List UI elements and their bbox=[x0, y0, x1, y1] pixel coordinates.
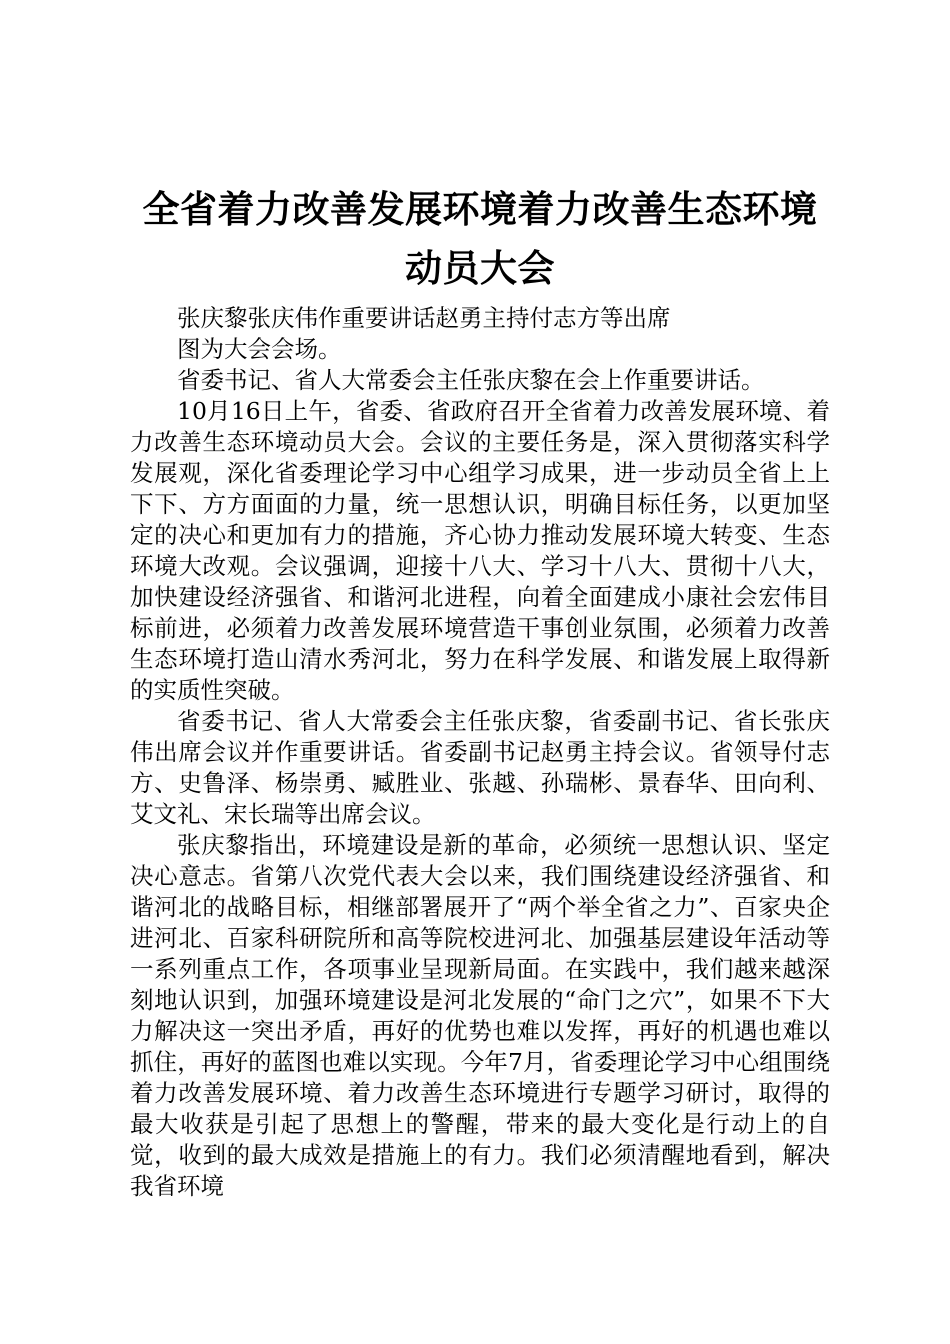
document-body bbox=[130, 303, 830, 1202]
document-title: 全省着力改善发展环境着力改善生态环境动员大会 bbox=[142, 188, 818, 290]
photo-caption-venue: 图为大会会场。 bbox=[177, 335, 342, 363]
document-page bbox=[130, 180, 830, 1202]
body-paragraph: 省委书记、省人大常委会主任张庆黎，省委副书记、省长张庆伟出席会议并作重要讲话。省委副书记赵勇主持会议。省领导付志方、史鲁泽、杨崇勇、臧胜业、张越、孙瑞彬、景春华、田向利、艾文礼、宋长瑞等出席会议。 bbox=[130, 707, 830, 828]
body-paragraph: 张庆黎指出，环境建设是新的革命，必须统一思想认识、坚定决心意志。省第八次党代表大会以来，我们围绕建设经济强省、和谐河北的战略目标，相继部署展开了“两个举全省之力”、百家央企进河北、百家科研院所和高等院校进河北、加强基层建设年活动等一系列重点工作，各项事业呈现新局面。在实践中，我们越来越深刻地认识到，加强环境建设是河北发展的“命门之穴”，如果不下大力解决这一突出矛盾，再好的优势也难以发挥，再好的机遇也难以抓住，再好的蓝图也难以实现。今年7月，省委理论学习中心组围绕着力改善发展环境、着力改善生态环境进行专题学习研讨，取得的最大收获是引起了思想上的警醒，带来的最大变化是行动上的自觉，收到的最大成效是措施上的有力。我们必须清醒地看到，解决我省环境 bbox=[130, 831, 830, 1200]
photo-caption-speech: 省委书记、省人大常委会主任张庆黎在会上作重要讲话。 bbox=[177, 366, 765, 394]
body-paragraph: 10月16日上午，省委、省政府召开全省着力改善发展环境、着力改善生态环境动员大会。会议的主要任务是，深入贯彻落实科学发展观，深化省委理论学习中心组学习成果，进一步动员全省上上下下、方方面面的力量，统一思想认识，明确目标任务，以更加坚定的决心和更加有力的措施，齐心协力推动发展环境大转变、生态环境大改观。会议强调，迎接十八大、学习十八大、贯彻十八大，加快建设经济强省、和谐河北进程，向着全面建成小康社会宏伟目标前进，必须着力改善发展环境营造干事创业氛围，必须着力改善生态环境打造山清水秀河北，努力在科学发展、和谐发展上取得新的实质性突破。 bbox=[130, 397, 830, 704]
subtitle-paragraph: 张庆黎张庆伟作重要讲话赵勇主持付志方等出席 bbox=[177, 304, 671, 332]
